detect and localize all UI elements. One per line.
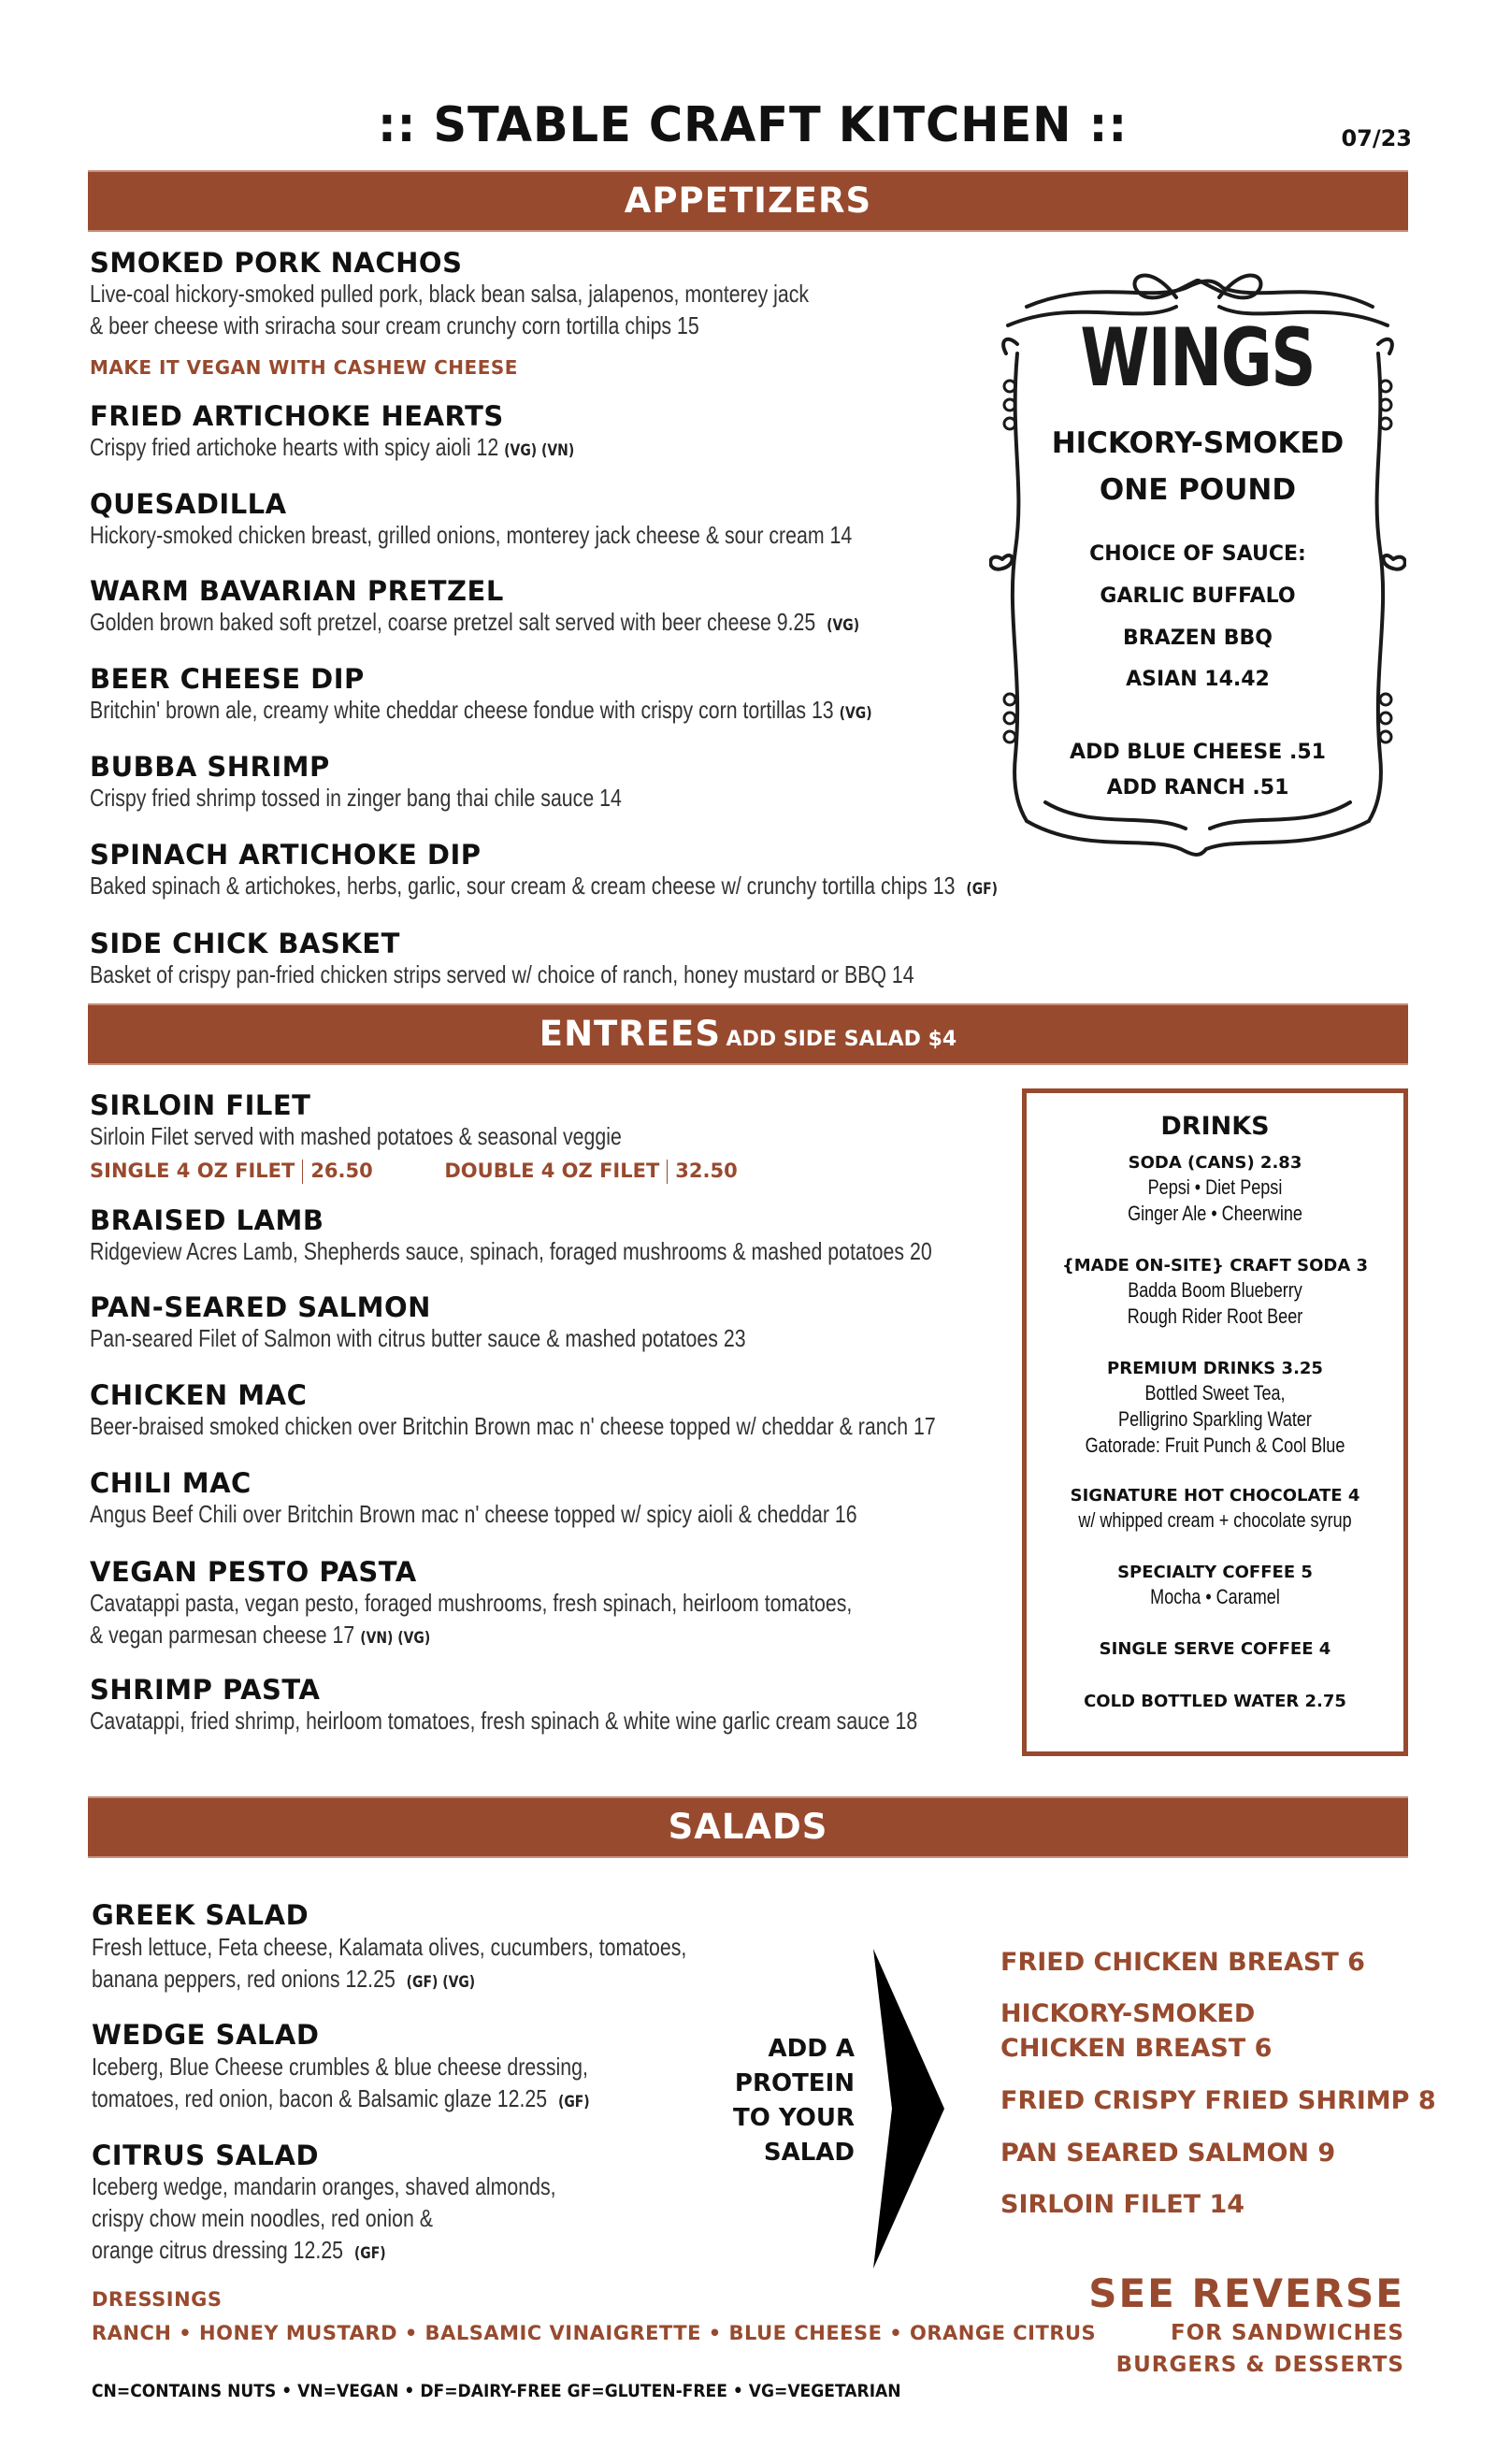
drink-group-head: PREMIUM DRINKS 3.25 — [1107, 1359, 1323, 1378]
menu-item-desc: Fresh lettuce, Feta cheese, Kalamata olives, cucumbers, tomatoes, — [92, 1933, 687, 1961]
side-salad-note: ADD SIDE SALAD $4 — [726, 1028, 957, 1051]
menu-item-name: VEGAN PESTO PASTA — [90, 1556, 417, 1588]
diet-tags: (GF) (VG) — [406, 1973, 476, 1992]
drink-group-head: COLD BOTTLED WATER 2.75 — [1084, 1692, 1346, 1711]
menu-item-name: SMOKED PORK NACHOS — [90, 247, 463, 279]
see-reverse-line: BURGERS & DESSERTS — [1115, 2353, 1404, 2377]
menu-item-name: SIDE CHICK BASKET — [90, 928, 400, 959]
menu-item-desc: Iceberg, Blue Cheese crumbles & blue cheese dressing, — [92, 2053, 588, 2081]
menu-item-name: BUBBA SHRIMP — [90, 751, 330, 783]
wings-addon: ADD RANCH .51 — [1106, 776, 1289, 800]
menu-item-name: FRIED ARTICHOKE HEARTS — [90, 400, 504, 432]
menu-item-desc: Britchin' brown ale, creamy white cheddar cheese fondue with crispy corn tortillas 13 (VG) — [90, 696, 872, 724]
drink-group-head: SIGNATURE HOT CHOCOLATE 4 — [1070, 1486, 1360, 1506]
menu-item-desc: Beer-braised smoked chicken over Britchin Brown mac n' cheese topped w/ cheddar & ranch 17 — [90, 1412, 936, 1440]
wings-addon: ADD BLUE CHEESE .51 — [1070, 741, 1326, 764]
menu-item-desc: orange citrus dressing 12.25 (GF) — [92, 2236, 386, 2264]
drink-group-head: SINGLE SERVE COFFEE 4 — [1099, 1639, 1331, 1659]
diet-tags: (VN) (VG) — [360, 1629, 431, 1648]
add-protein-line: TO YOUR — [732, 2104, 855, 2132]
drink-option: Bottled Sweet Tea, — [1144, 1381, 1286, 1405]
protein-option: FRIED CHICKEN BREAST 6 — [1000, 1948, 1365, 1977]
wings-sauce: GARLIC BUFFALO — [1100, 584, 1296, 608]
drink-option: w/ whipped cream + chocolate syrup — [1078, 1508, 1352, 1532]
see-reverse-title: SEE REVERSE — [1088, 2270, 1404, 2316]
menu-item-desc: Baked spinach & artichokes, herbs, garlic, sour cream & cream cheese w/ crunchy tortilla chips 13 (GF) — [90, 872, 999, 900]
drink-option: Gatorade: Fruit Punch & Cool Blue — [1085, 1434, 1345, 1457]
diet-tags: (VG) — [827, 616, 860, 635]
filet-options — [90, 1160, 738, 1184]
menu-item-desc: Basket of crispy pan-fried chicken strips served w/ choice of ranch, honey mustard or BBQ 14 — [90, 960, 914, 988]
menu-item-name: SPINACH ARTICHOKE DIP — [90, 839, 482, 871]
filet-option-label: DOUBLE 4 OZ FILET — [444, 1160, 660, 1182]
wings-title: WINGS — [1080, 311, 1316, 405]
protein-option: HICKORY-SMOKED — [1000, 1999, 1256, 2028]
menu-date: 07/23 — [1341, 125, 1412, 151]
wings-feature-box — [989, 251, 1406, 862]
arrow-right-icon — [870, 1945, 948, 2272]
menu-item-desc: Crispy fried shrimp tossed in zinger bang thai chile sauce 14 — [90, 784, 622, 812]
menu-item-name: SIRLOIN FILET — [90, 1089, 311, 1121]
menu-item-desc: & vegan parmesan cheese 17 (VN) (VG) — [90, 1621, 431, 1649]
menu-item-name: WEDGE SALAD — [92, 2019, 320, 2051]
entrees-label: ENTREES — [539, 1014, 721, 1054]
wings-sauce-label: CHOICE OF SAUCE: — [1089, 542, 1306, 566]
filet-option-label: SINGLE 4 OZ FILET — [90, 1160, 295, 1182]
drinks-title: DRINKS — [1160, 1112, 1270, 1141]
appetizers-label: APPETIZERS — [624, 180, 872, 221]
dietary-legend: CN=CONTAINS NUTS • VN=VEGAN • DF=DAIRY-FREE GF=GLUTEN-FREE • VG=VEGETARIAN — [92, 2381, 901, 2401]
menu-item-desc: Golden brown baked soft pretzel, coarse pretzel salt served with beer cheese 9.25 (VG) — [90, 608, 860, 636]
diet-tags: (VG) (VN) — [504, 441, 575, 460]
menu-item-desc: Ridgeview Acres Lamb, Shepherds sauce, spinach, foraged mushrooms & mashed potatoes 20 — [90, 1237, 932, 1265]
menu-item-name: WARM BAVARIAN PRETZEL — [90, 575, 504, 607]
diet-tags: (VG) — [839, 704, 872, 723]
menu-item-name: CITRUS SALAD — [92, 2140, 320, 2171]
menu-item-desc: Pan-seared Filet of Salmon with citrus butter sauce & mashed potatoes 23 — [90, 1324, 746, 1352]
menu-item-desc: Cavatappi, fried shrimp, heirloom tomatoes, fresh spinach & white wine garlic cream sauce 18 — [90, 1707, 918, 1735]
diet-tags: (GF) — [966, 880, 999, 899]
menu-item-desc: Live-coal hickory-smoked pulled pork, black bean salsa, jalapenos, monterey jack — [90, 280, 810, 308]
drinks-box — [1022, 1088, 1408, 1756]
menu-item-name: SHRIMP PASTA — [90, 1674, 321, 1706]
drink-group-head: SODA (CANS) 2.83 — [1128, 1153, 1302, 1173]
menu-item-desc: Crispy fried artichoke hearts with spicy aioli 12 (VG) (VN) — [90, 433, 575, 461]
menu-item-desc: Hickory-smoked chicken breast, grilled onions, monterey jack cheese & sour cream 14 — [90, 521, 853, 549]
add-protein-line: ADD A — [768, 2035, 855, 2063]
diet-tags: (GF) — [353, 2244, 386, 2263]
drink-option: Ginger Ale • Cheerwine — [1128, 1202, 1302, 1225]
menu-item-desc: Sirloin Filet served with mashed potatoes & seasonal veggie — [90, 1122, 622, 1150]
see-reverse-line: FOR SANDWICHES — [1170, 2321, 1404, 2345]
drink-option: Rough Rider Root Beer — [1127, 1304, 1303, 1328]
menu-item-name: CHICKEN MAC — [90, 1379, 308, 1411]
filet-option-price: 26.50 — [310, 1160, 373, 1182]
wings-sauce: BRAZEN BBQ — [1122, 627, 1273, 650]
menu-item-name: QUESADILLA — [90, 488, 287, 520]
protein-option: FRIED CRISPY FRIED SHRIMP 8 — [1000, 2086, 1436, 2115]
wings-line-hickory: HICKORY-SMOKED — [1051, 426, 1345, 460]
menu-item-name: PAN-SEARED SALMON — [90, 1291, 431, 1323]
salads-section-header — [88, 1796, 1408, 1858]
menu-item-desc: crispy chow mein noodles, red onion & — [92, 2204, 434, 2232]
dressings-list: RANCH • HONEY MUSTARD • BALSAMIC VINAIGRETTE • BLUE CHEESE • ORANGE CITRUS — [92, 2322, 1097, 2344]
menu-item-desc: & beer cheese with sriracha sour cream crunchy corn tortilla chips 15 — [90, 311, 699, 339]
wings-line-pound: ONE POUND — [1099, 473, 1297, 507]
menu-item-desc: Angus Beef Chili over Britchin Brown mac n' cheese topped w/ spicy aioli & cheddar 16 — [90, 1500, 857, 1528]
drink-group-head: SPECIALTY COFFEE 5 — [1117, 1563, 1313, 1582]
restaurant-title: :: STABLE CRAFT KITCHEN :: — [377, 97, 1129, 153]
menu-item-name: BRAISED LAMB — [90, 1204, 324, 1236]
dressings-label: DRESSINGS — [92, 2288, 223, 2311]
drink-option: Pepsi • Diet Pepsi — [1147, 1175, 1283, 1199]
entrees-section-header — [88, 1003, 1408, 1065]
protein-option: SIRLOIN FILET 14 — [1000, 2190, 1245, 2219]
menu-item-desc: tomatoes, red onion, bacon & Balsamic glaze 12.25 (GF) — [92, 2084, 590, 2112]
menu-item-desc: banana peppers, red onions 12.25 (GF) (VG) — [92, 1965, 476, 1993]
drink-group-head: {MADE ON-SITE} CRAFT SODA 3 — [1061, 1256, 1369, 1275]
protein-option: PAN SEARED SALMON 9 — [1000, 2139, 1336, 2168]
menu-item-name: GREEK SALAD — [92, 1899, 309, 1931]
drink-option: Badda Boom Blueberry — [1128, 1278, 1302, 1302]
vegan-option-note: MAKE IT VEGAN WITH CASHEW CHEESE — [90, 356, 518, 379]
menu-item-desc: Iceberg wedge, mandarin oranges, shaved almonds, — [92, 2172, 556, 2200]
drink-option: Mocha • Caramel — [1150, 1585, 1280, 1608]
protein-option: CHICKEN BREAST 6 — [1000, 2034, 1273, 2063]
menu-item-name: CHILI MAC — [90, 1467, 252, 1499]
add-protein-line: SALAD — [763, 2139, 855, 2167]
filet-option-price: 32.50 — [675, 1160, 738, 1182]
add-protein-line: PROTEIN — [734, 2069, 855, 2097]
drink-option: Pelligrino Sparkling Water — [1118, 1407, 1312, 1431]
salads-label: SALADS — [668, 1807, 828, 1847]
wings-sauce: ASIAN 14.42 — [1126, 668, 1270, 691]
menu-item-name: BEER CHEESE DIP — [90, 663, 365, 695]
diet-tags: (GF) — [557, 2093, 590, 2111]
appetizers-section-header — [88, 170, 1408, 232]
menu-item-desc: Cavatappi pasta, vegan pesto, foraged mushrooms, fresh spinach, heirloom tomatoes, — [90, 1589, 853, 1617]
